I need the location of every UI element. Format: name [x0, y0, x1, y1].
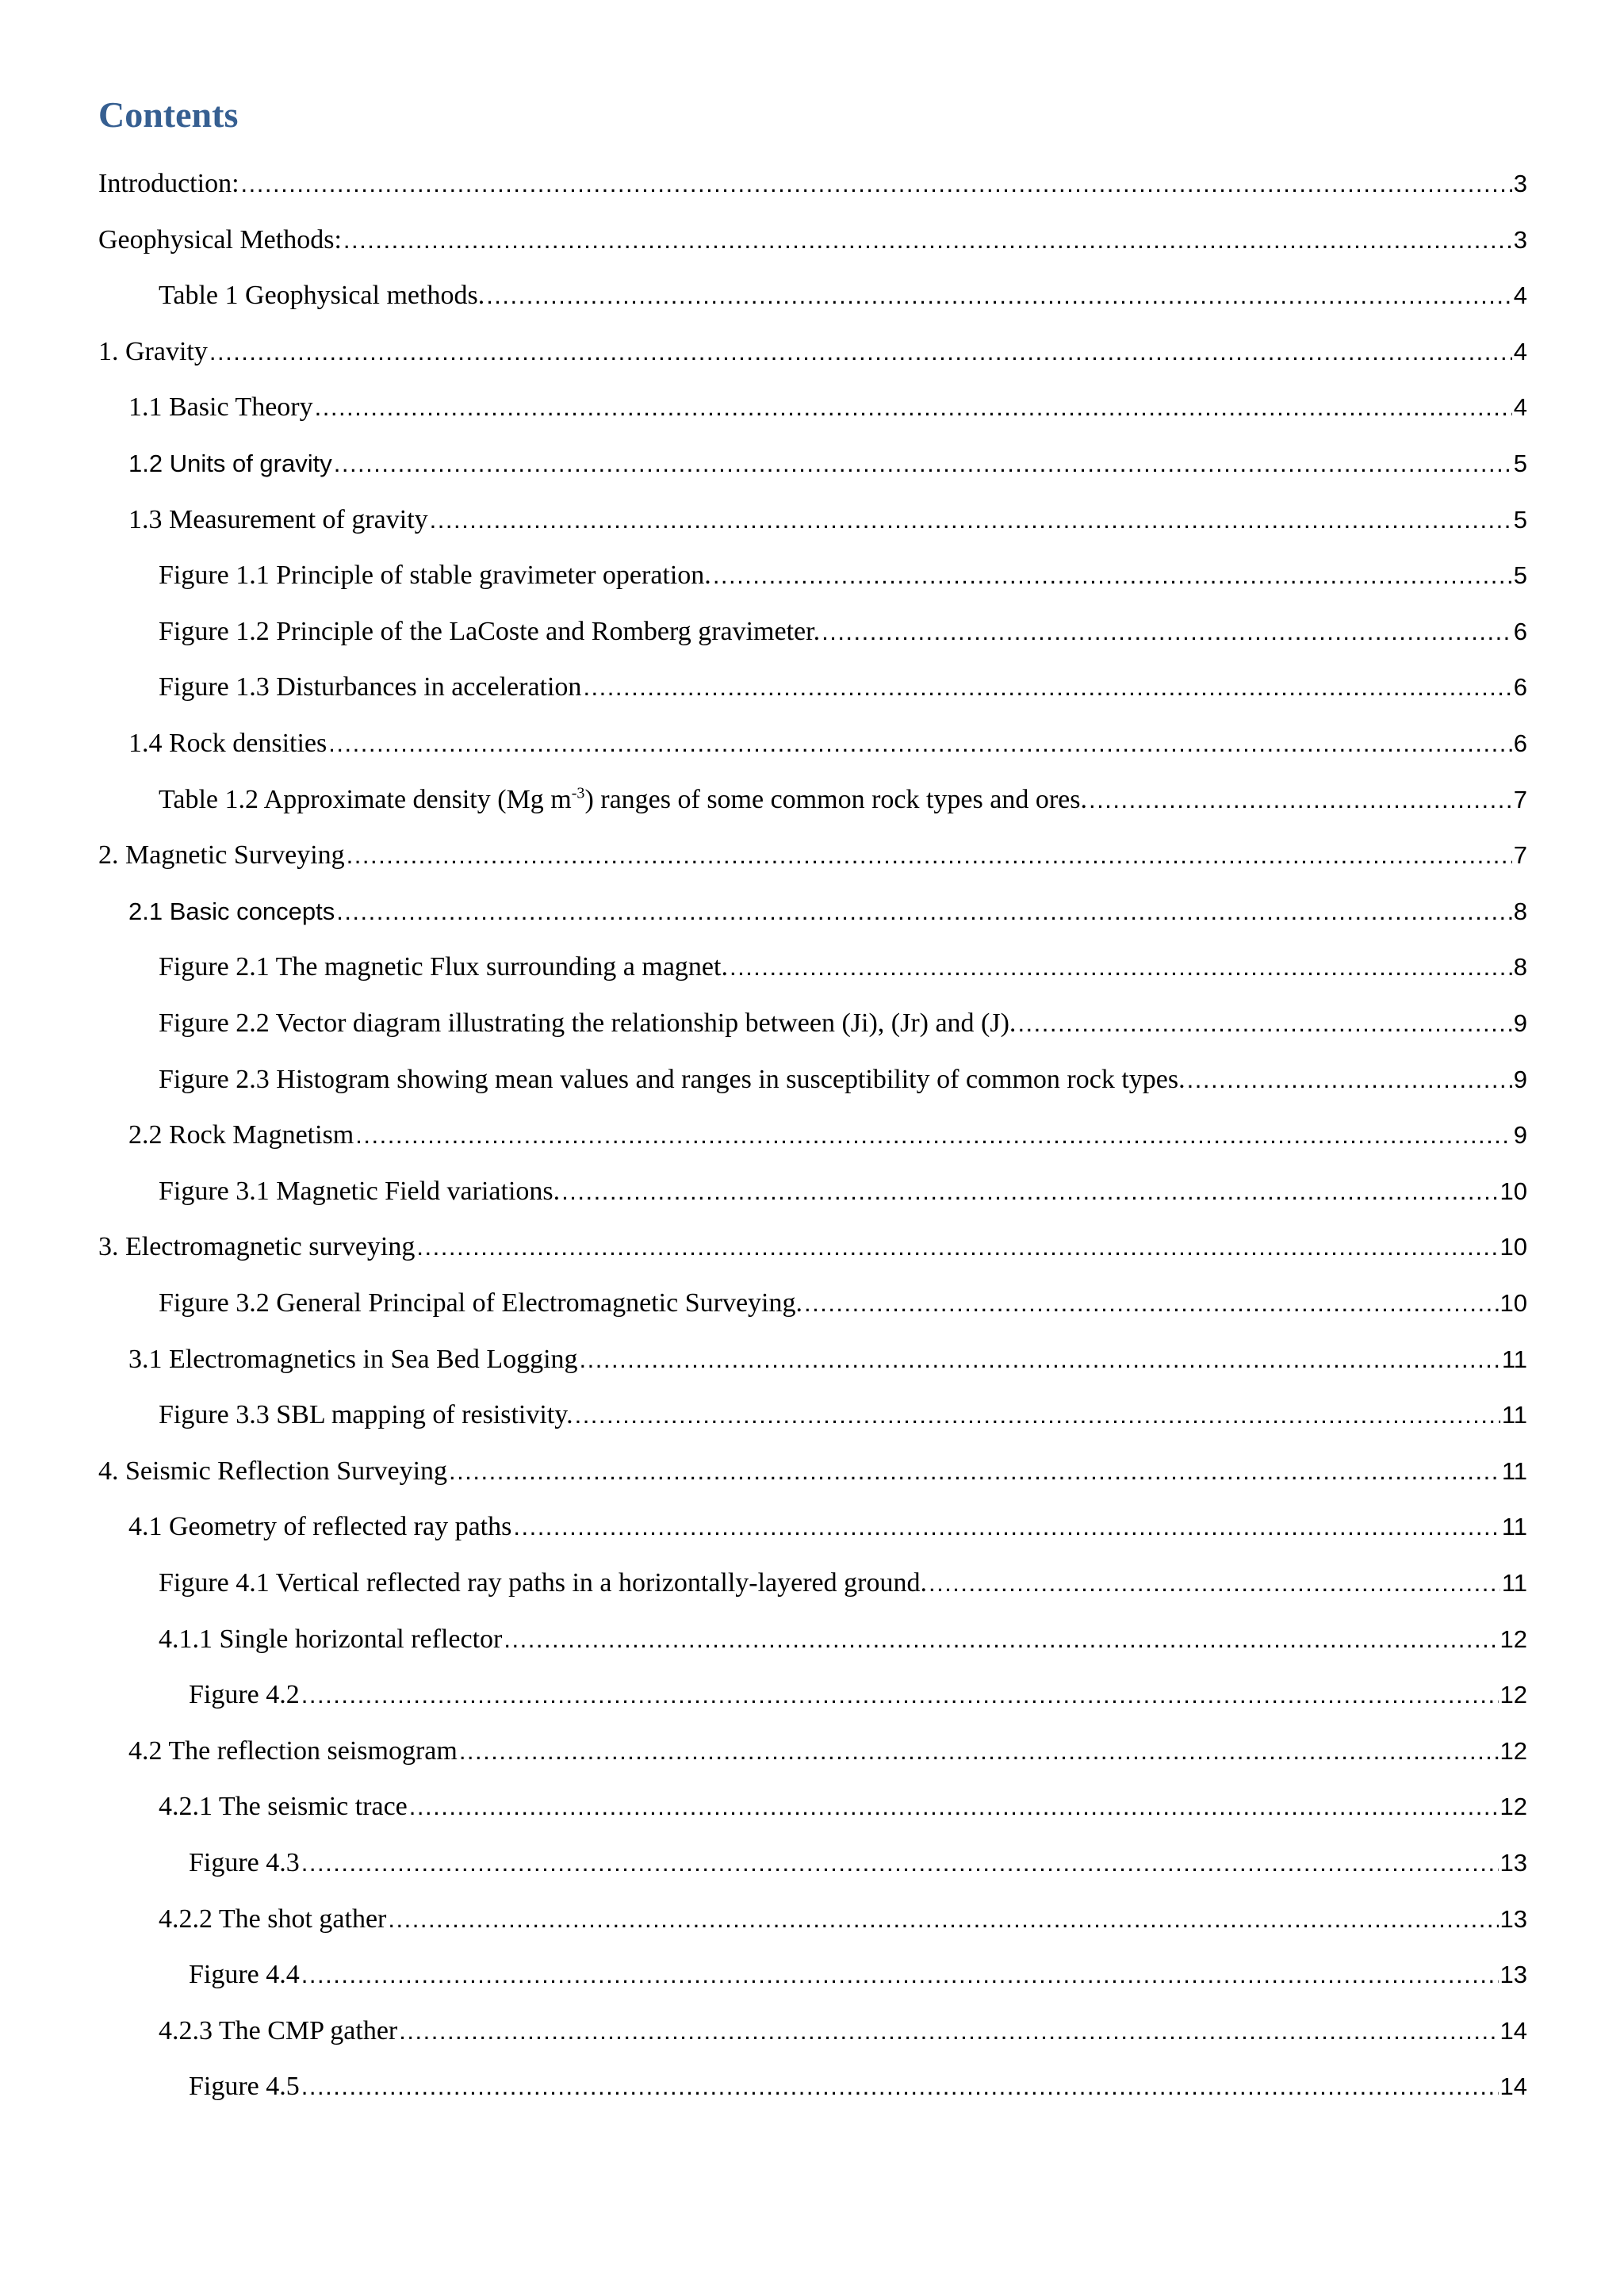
toc-page-number: 11 [1501, 1401, 1527, 1429]
toc-page-number: 12 [1500, 1625, 1527, 1653]
toc-entry-title-text: Geophysical Methods: [98, 225, 342, 254]
toc-entry-title-text: Figure 3.1 Magnetic Field variations. [159, 1177, 561, 1206]
toc-entry[interactable] [128, 1729, 1527, 1774]
toc-entry[interactable] [159, 553, 1527, 598]
toc-dot-leader [355, 1113, 1511, 1158]
toc-entry-title-text: 2.1 Basic concepts [128, 897, 335, 925]
toc-entry[interactable] [98, 330, 1527, 374]
toc-entry-title [189, 2064, 301, 2109]
toc-page-number: 12 [1500, 1681, 1527, 1709]
toc-entry-title-text: Figure 1.2 Principle of the LaCoste and Romberg gravimeter. [159, 617, 821, 646]
toc-entry[interactable] [98, 218, 1527, 262]
toc-dot-leader [347, 833, 1512, 878]
toc-dot-leader [399, 2009, 1498, 2053]
toc-dot-leader [301, 1673, 1499, 1717]
toc-dot-leader [513, 1505, 1500, 1549]
toc-entry-title-text: Figure 1.1 Principle of stable gravimeter operation. [159, 561, 711, 590]
toc-entry-title-text: 4.1.1 Single horizontal reflector [159, 1624, 503, 1654]
toc-entry[interactable] [128, 890, 1527, 934]
toc-entry-title [159, 1561, 929, 1605]
toc-page-number: 10 [1500, 1177, 1527, 1205]
toc-entry-title-text: 4.2.2 The shot gather [159, 1904, 387, 1934]
toc-page-number: 13 [1500, 1905, 1527, 1933]
toc-entry[interactable] [128, 721, 1527, 766]
toc-entry[interactable] [159, 1281, 1527, 1326]
toc-dot-leader [561, 1169, 1498, 1214]
toc-entry-title [189, 1673, 301, 1717]
toc-page-number: 10 [1500, 1289, 1527, 1317]
toc-page-number: 12 [1500, 1737, 1527, 1765]
toc-entry-title-text: 4. Seismic Reflection Surveying [98, 1456, 448, 1486]
toc-entry-title-text: Figure 4.2 [189, 1680, 300, 1709]
toc-entry-title-continued: ) ranges of some common rock types and ores. [584, 785, 1087, 814]
toc-entry[interactable] [159, 1561, 1527, 1605]
toc-entry-title-text: 4.1 Geometry of reflected ray paths [128, 1512, 512, 1541]
toc-entry-title-text: 1. Gravity [98, 337, 208, 366]
toc-dot-leader [804, 1281, 1499, 1326]
toc-entry-title [159, 274, 486, 318]
toc-entry-title [128, 1505, 513, 1549]
toc-entry-title [159, 1058, 1187, 1102]
toc-entry-title [98, 330, 209, 374]
toc-entry-title [189, 1953, 301, 1997]
toc-entry-title [159, 665, 583, 710]
toc-entry-title [159, 1393, 575, 1437]
toc-dot-leader [504, 1617, 1498, 1662]
toc-entry[interactable] [98, 162, 1527, 206]
toc-dot-leader [301, 1841, 1499, 1885]
toc-entry[interactable] [159, 1169, 1527, 1214]
toc-page-number: 11 [1501, 1457, 1527, 1485]
toc-entry-title [128, 385, 315, 430]
toc-page-number: 6 [1513, 673, 1527, 701]
toc-entry[interactable] [159, 1617, 1527, 1662]
toc-entry[interactable] [159, 1897, 1527, 1942]
toc-page-number: 11 [1501, 1345, 1527, 1373]
toc-dot-leader [409, 1785, 1499, 1829]
toc-page-number: 13 [1500, 1961, 1527, 1988]
toc-page-number: 4 [1513, 281, 1527, 309]
toc-page-number: 9 [1513, 1066, 1527, 1093]
toc-dot-leader [343, 218, 1512, 262]
toc-entry-title [98, 162, 241, 206]
toc-dot-leader [713, 553, 1512, 598]
toc-dot-leader [416, 1225, 1498, 1269]
toc-page-number: 6 [1513, 618, 1527, 645]
toc-entry-title-text: Figure 4.1 Vertical reflected ray paths in a horizontally-layered ground. [159, 1568, 927, 1598]
toc-dot-leader [336, 890, 1512, 934]
toc-entry[interactable] [128, 385, 1527, 430]
toc-page-number: 9 [1513, 1121, 1527, 1149]
toc-dot-leader [1017, 1001, 1511, 1046]
toc-entry-title [159, 778, 1089, 822]
toc-entry-title [159, 945, 730, 989]
toc-page-number: 5 [1513, 450, 1527, 477]
toc-entry-title-text: Figure 2.1 The magnetic Flux surrounding a magnet. [159, 952, 728, 982]
toc-page-number: 12 [1500, 1793, 1527, 1820]
toc-entry[interactable] [128, 498, 1527, 542]
toc-entry[interactable] [159, 945, 1527, 989]
toc-dot-leader [388, 1897, 1498, 1942]
toc-entry[interactable] [128, 1505, 1527, 1549]
toc-entry-title [128, 890, 336, 934]
toc-entry-title-text: 1.1 Basic Theory [128, 392, 313, 422]
toc-entry[interactable] [189, 1841, 1527, 1885]
toc-entry-superscript: -3 [571, 784, 585, 802]
toc-dot-leader [315, 385, 1512, 430]
toc-entry-title [159, 1281, 804, 1326]
toc-entry[interactable] [159, 665, 1527, 710]
toc-entry-title [98, 1449, 449, 1494]
toc-entry-title-text: 1.2 Units of gravity [128, 450, 332, 477]
toc-entry-title [159, 1897, 388, 1942]
toc-page-number: 10 [1500, 1233, 1527, 1261]
toc-page-number: 3 [1513, 226, 1527, 254]
toc-entry-title [128, 1729, 459, 1774]
toc-entry-title [159, 2009, 399, 2053]
toc-entry[interactable] [128, 1337, 1527, 1382]
toc-entry[interactable] [159, 1393, 1527, 1437]
toc-entry-title [159, 1169, 561, 1214]
toc-entry-title [159, 1617, 504, 1662]
toc-entry-title-text: 4.2 The reflection seismogram [128, 1736, 458, 1766]
toc-dot-leader [575, 1393, 1500, 1437]
toc-entry[interactable] [98, 1449, 1527, 1494]
toc-entry[interactable] [189, 2064, 1527, 2109]
toc-dot-leader [580, 1337, 1500, 1382]
toc-page-number: 13 [1500, 1849, 1527, 1877]
toc-page-number: 14 [1500, 2072, 1527, 2100]
toc-entry[interactable] [98, 1225, 1527, 1269]
toc-entry[interactable] [128, 1113, 1527, 1158]
toc-entry[interactable] [159, 1058, 1527, 1102]
toc-page-number: 3 [1513, 170, 1527, 197]
toc-page-number: 8 [1513, 897, 1527, 925]
toc-entry-title-text: Figure 2.3 Histogram showing mean values and ranges in susceptibility of common rock types. [159, 1065, 1185, 1094]
toc-page-number: 8 [1513, 953, 1527, 981]
toc-dot-leader [449, 1449, 1500, 1494]
toc-dot-leader [1089, 778, 1512, 822]
toc-page-number: 5 [1513, 561, 1527, 589]
toc-entry-title-text: Figure 4.5 [189, 2072, 300, 2101]
toc-entry-title-text: Table 1 Geophysical methods. [159, 281, 485, 310]
toc-entry[interactable] [98, 833, 1527, 878]
toc-page-number: 4 [1513, 338, 1527, 365]
toc-dot-leader [459, 1729, 1499, 1774]
toc-entry-title [98, 833, 347, 878]
toc-dot-leader [430, 498, 1512, 542]
toc-entry-title-text: Figure 3.2 General Principal of Electromagnetic Surveying. [159, 1288, 802, 1318]
toc-entry-title [128, 721, 328, 766]
toc-entry[interactable] [159, 610, 1527, 654]
toc-entry-title-text: Figure 3.3 SBL mapping of resistivity. [159, 1400, 573, 1429]
toc-entry-title [128, 442, 334, 486]
toc-dot-leader [929, 1561, 1500, 1605]
toc-entry[interactable] [159, 1001, 1527, 1046]
toc-entry-title-text: Figure 1.3 Disturbances in acceleration [159, 672, 582, 702]
toc-entry-title [128, 498, 430, 542]
toc-entry[interactable] [189, 1673, 1527, 1717]
toc-entry-title-text: 1.4 Rock densities [128, 729, 327, 758]
toc-dot-leader [822, 610, 1512, 654]
toc-dot-leader [583, 665, 1511, 710]
toc-entry-title [189, 1841, 301, 1885]
toc-entry[interactable] [159, 1785, 1527, 1829]
toc-entry[interactable] [189, 1953, 1527, 1997]
toc-entry[interactable] [159, 2009, 1527, 2053]
toc-entry-title [128, 1113, 355, 1158]
toc-page-number: 7 [1513, 786, 1527, 813]
toc-page-number: 9 [1513, 1009, 1527, 1037]
toc-entry-title-text: 1.3 Measurement of gravity [128, 505, 428, 534]
toc-entry-title [159, 610, 822, 654]
toc-dot-leader [730, 945, 1512, 989]
toc-page-number: 6 [1513, 729, 1527, 757]
toc-entry-title [159, 1001, 1017, 1046]
toc-page-number: 4 [1513, 393, 1527, 421]
toc-page-number: 14 [1500, 2017, 1527, 2045]
toc-dot-leader [301, 2064, 1499, 2109]
toc-entry[interactable] [159, 274, 1527, 318]
toc-page-number: 7 [1513, 841, 1527, 869]
toc-entry-title [159, 1785, 409, 1829]
toc-entry-title [159, 553, 713, 598]
toc-entry-title-text: Figure 2.2 Vector diagram illustrating the relationship between (Ji), (Jr) and (J). [159, 1008, 1017, 1038]
toc-entry-title-text: Table 1.2 Approximate density (Mg m [159, 785, 572, 814]
toc-entry-title-text: Introduction: [98, 169, 239, 198]
toc-dot-leader [334, 442, 1512, 486]
toc-entry[interactable] [159, 778, 1527, 822]
toc-page-number: 11 [1501, 1513, 1527, 1540]
toc-entry-title-text: 3.1 Electromagnetics in Sea Bed Logging [128, 1345, 578, 1374]
toc-entry-title-text: 2.2 Rock Magnetism [128, 1120, 354, 1150]
toc-dot-leader [241, 162, 1512, 206]
toc-dot-leader [328, 721, 1511, 766]
toc-entry[interactable] [128, 442, 1527, 486]
toc-entry-title [128, 1337, 580, 1382]
toc-entry-title-text: Figure 4.4 [189, 1960, 300, 1989]
toc-dot-leader [486, 274, 1512, 318]
toc-entry-title-text: Figure 4.3 [189, 1848, 300, 1877]
toc-entry-title [98, 1225, 416, 1269]
toc-page-number: 5 [1513, 506, 1527, 534]
toc-dot-leader [301, 1953, 1499, 1997]
toc-dot-leader [1187, 1058, 1512, 1102]
toc-entry-title-text: 4.2.1 The seismic trace [159, 1792, 408, 1821]
toc-entry-title-text: 2. Magnetic Surveying [98, 840, 345, 870]
toc-entry-title [98, 218, 343, 262]
toc-dot-leader [209, 330, 1512, 374]
toc-entry-title-text: 4.2.3 The CMP gather [159, 2016, 398, 2045]
contents-heading: Contents [98, 94, 239, 135]
toc-entry-title-text: 3. Electromagnetic surveying [98, 1232, 416, 1261]
toc-page-number: 11 [1501, 1569, 1527, 1597]
